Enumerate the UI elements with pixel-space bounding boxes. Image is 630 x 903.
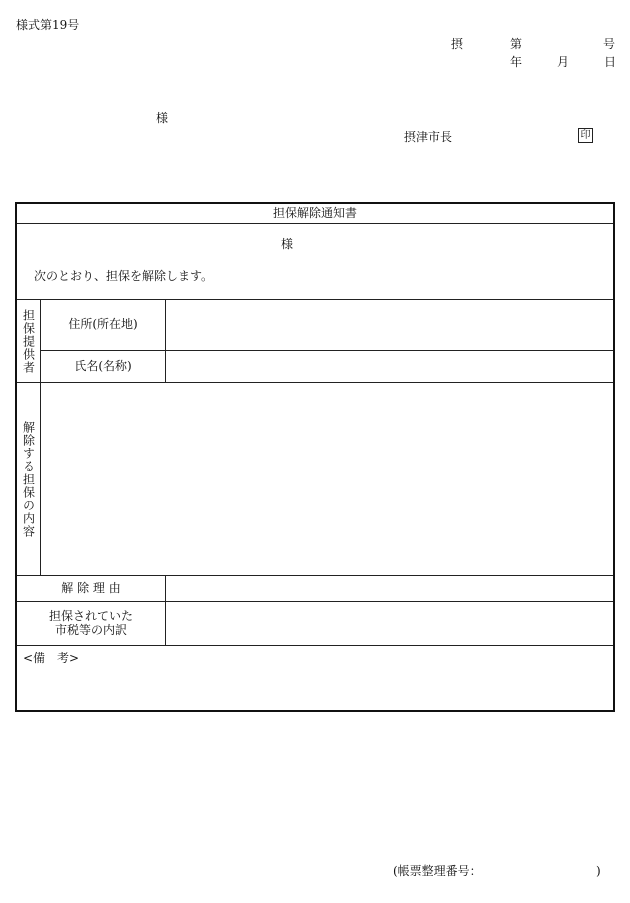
form-number: 様式第19号 (16, 18, 80, 32)
notice-form-table (15, 202, 615, 712)
tax-breakdown-field[interactable] (166, 602, 613, 645)
tax-breakdown-label (17, 602, 165, 645)
form-title: 担保解除通知書 (272, 205, 357, 220)
address-field[interactable] (166, 300, 613, 350)
tax-breakdown-label-line2: 市税等の内訳 (54, 622, 127, 637)
rule-title-bottom (17, 223, 613, 224)
name-label: 氏名(名称) (74, 358, 132, 373)
ledger-number-label: (帳票整理番号： (393, 864, 482, 878)
tax-breakdown-label-line1: 担保されていた (48, 608, 133, 623)
reason-field[interactable] (166, 576, 613, 601)
remarks-label: <備 考> (23, 651, 80, 665)
issuer-prefix: 摂 (451, 37, 464, 51)
reason-label: 解 除 理 由 (61, 580, 121, 595)
document-number-go: 号 (603, 37, 616, 51)
seal-mark: 印 (578, 128, 593, 143)
document-number-dai: 第 (510, 37, 523, 51)
date-day-label: 日 (604, 55, 617, 69)
recipient-suffix: 様 (280, 237, 293, 252)
addressee-suffix: 様 (156, 111, 169, 125)
name-field[interactable] (166, 351, 613, 382)
rule-breakdown-bottom (17, 645, 613, 646)
provider-label-cell (17, 300, 40, 382)
date-year-label: 年 (510, 55, 523, 69)
intro-text: 次のとおり、担保を解除します。 (34, 269, 214, 283)
date-month-label: 月 (557, 55, 570, 69)
content-label-cell (17, 383, 40, 575)
mayor-title: 摂津市長 (404, 130, 453, 144)
provider-label: 担保提供者 (21, 308, 36, 374)
content-label: 解除する担保の内容 (21, 420, 36, 538)
ledger-number-close: ) (596, 864, 601, 878)
content-field[interactable] (41, 383, 613, 575)
address-label: 住所(所在地) (68, 317, 138, 332)
